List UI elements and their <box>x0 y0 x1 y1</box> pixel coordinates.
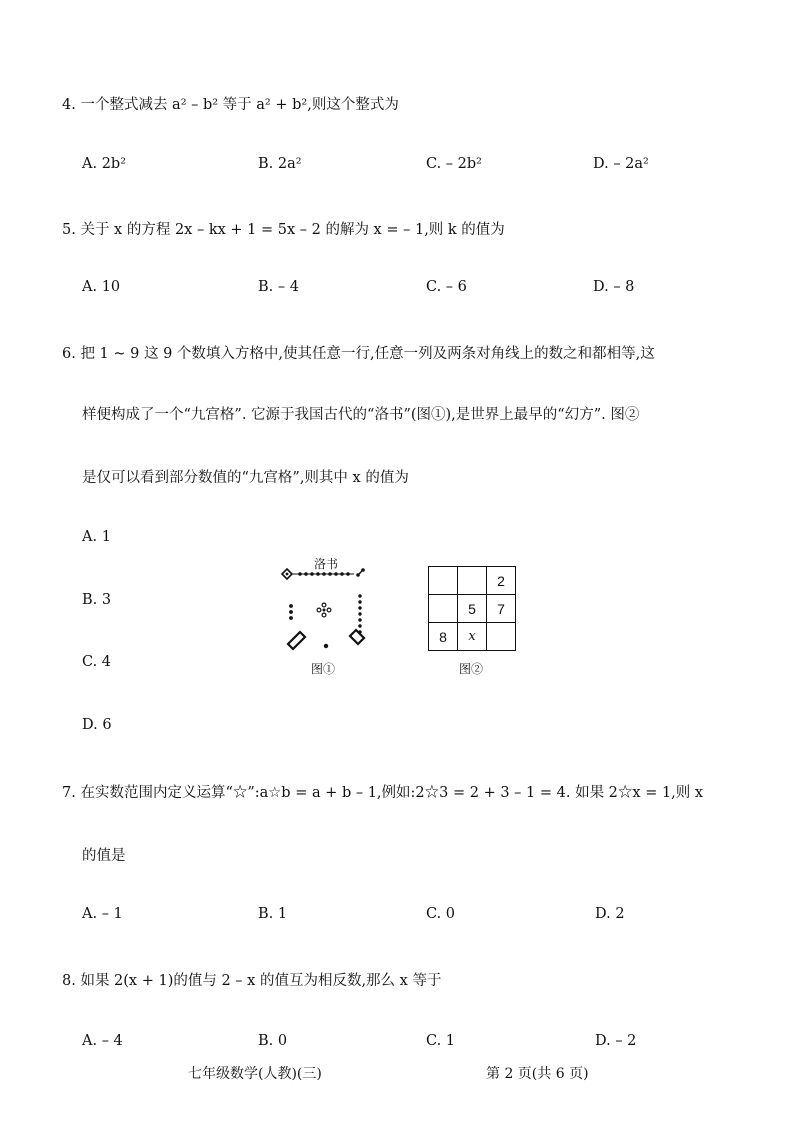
q7-option-c: C. 0 <box>426 906 456 922</box>
q7-option-d: D. 2 <box>595 906 625 922</box>
q6-option-d: D. 6 <box>82 717 112 733</box>
grid-cell-unknown: x <box>458 623 487 651</box>
q5-option-d: D. – 8 <box>593 279 635 295</box>
footer-page-number: 第 2 页(共 6 页) <box>486 1066 589 1082</box>
q8-option-c: C. 1 <box>426 1033 456 1049</box>
question-7-line-1: 7. 在实数范围内定义运算“☆”:a☆b = a + b – 1,例如:2☆3 = 2 + 3 – 1 = 4. 如果 2☆x = 1,则 x <box>62 785 704 801</box>
q5-option-a: A. 10 <box>82 279 121 295</box>
grid-cell <box>429 567 458 595</box>
q4-option-d: D. – 2a² <box>593 156 649 172</box>
magic-square-grid <box>428 566 516 651</box>
q4-option-b: B. 2a² <box>258 156 302 172</box>
q4-option-a: A. 2b² <box>82 156 127 172</box>
question-4-stem: 4. 一个整式减去 a² – b² 等于 a² + b²,则这个整式为 <box>62 97 399 113</box>
q4-option-c: C. – 2b² <box>426 156 482 172</box>
figure-2-caption: 图② <box>459 662 484 676</box>
q6-option-a: A. 1 <box>82 529 111 545</box>
q8-option-b: B. 0 <box>258 1033 288 1049</box>
luoshu-figure <box>280 566 372 656</box>
q5-option-c: C. – 6 <box>426 279 467 295</box>
q7-option-a: A. – 1 <box>82 906 123 922</box>
q5-option-b: B. – 4 <box>258 279 299 295</box>
luoshu-title: 洛书 <box>314 557 339 571</box>
grid-cell <box>487 623 516 651</box>
question-5-stem: 5. 关于 x 的方程 2x – kx + 1 = 5x – 2 的解为 x = – 1,则 k 的值为 <box>62 222 505 238</box>
q7-option-b: B. 1 <box>258 906 288 922</box>
question-6-line-2: 样便构成了一个“九宫格”. 它源于我国古代的“洛书”(图①),是世界上最早的“幻方”. 图② <box>82 407 640 423</box>
q8-option-a: A. – 4 <box>82 1033 123 1049</box>
footer-course-title: 七年级数学(人教)(三) <box>188 1066 322 1082</box>
grid-cell: 2 <box>487 567 516 595</box>
grid-cell <box>458 567 487 595</box>
q8-option-d: D. – 2 <box>595 1033 637 1049</box>
question-7-line-2: 的值是 <box>82 848 126 864</box>
grid-cell: 7 <box>487 595 516 623</box>
q6-option-b: B. 3 <box>82 592 112 608</box>
q6-option-c: C. 4 <box>82 654 112 670</box>
figure-1-caption: 图① <box>311 662 336 676</box>
grid-cell: 5 <box>458 595 487 623</box>
grid-cell: 8 <box>429 623 458 651</box>
question-6-line-3: 是仅可以看到部分数值的“九宫格”,则其中 x 的值为 <box>82 470 409 486</box>
question-8-stem: 8. 如果 2(x + 1)的值与 2 – x 的值互为相反数,那么 x 等于 <box>62 973 442 989</box>
question-6-line-1: 6. 把 1 ~ 9 这 9 个数填入方格中,使其任意一行,任意一列及两条对角线上的数之和都相等,这 <box>62 346 655 362</box>
grid-cell <box>429 595 458 623</box>
